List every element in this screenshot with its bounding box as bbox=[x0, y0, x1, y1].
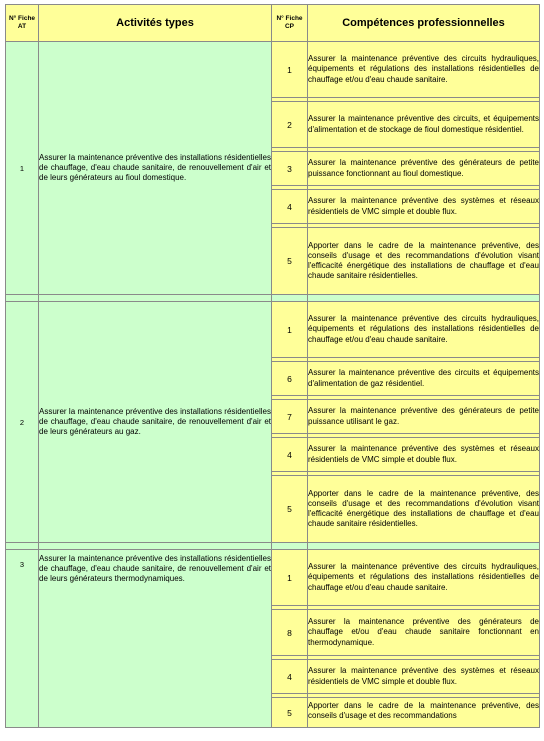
table-row bbox=[6, 302, 540, 358]
fiche-cp-number: 1 bbox=[272, 42, 308, 98]
activities-competences-table bbox=[5, 4, 540, 728]
fiche-cp-number: 4 bbox=[272, 438, 308, 472]
fiche-cp-number: 2 bbox=[272, 102, 308, 148]
competence-text: Assurer la maintenance préventive des circuits, et équipements d'alimentation et de stockage de fioul domestique résidentiel. bbox=[308, 102, 540, 148]
fiche-cp-number: 4 bbox=[272, 660, 308, 694]
fiche-at-number: 1 bbox=[6, 42, 39, 295]
fiche-cp-number: 5 bbox=[272, 228, 308, 295]
competence-text: Assurer la maintenance préventive des générateurs de petite puissance fonctionnant au fioul domestique. bbox=[308, 152, 540, 186]
header-activites: Activités types bbox=[39, 5, 272, 42]
competence-text: Apporter dans le cadre de la maintenance préventive, des conseils d'usage et des recommandations d'évolution visant l'efficacité énergétique des installations de chauffage et d'eau chaude sanitaire résidentielles. bbox=[308, 476, 540, 543]
competence-text: Assurer la maintenance préventive des circuits hydrauliques, équipements et régulations des installations résidentielles de chauffage et/ou d'eau chaude sanitaire. bbox=[308, 42, 540, 98]
competence-text: Assurer la maintenance préventive des systèmes et réseaux résidentiels de VMC simple et double flux. bbox=[308, 190, 540, 224]
fiche-cp-number: 5 bbox=[272, 476, 308, 543]
fiche-cp-number: 3 bbox=[272, 152, 308, 186]
table-row bbox=[6, 42, 540, 98]
competence-text: Assurer la maintenance préventive des circuits hydrauliques, équipements et régulations des installations résidentielles de chauffage et/ou d'eau chaude sanitaire. bbox=[308, 550, 540, 606]
header-fiche-at: N° Fiche AT bbox=[6, 5, 39, 42]
header-competences: Compétences professionnelles bbox=[308, 5, 540, 42]
group-separator bbox=[6, 295, 540, 302]
fiche-cp-number: 7 bbox=[272, 400, 308, 434]
fiche-cp-number: 6 bbox=[272, 362, 308, 396]
fiche-cp-number: 1 bbox=[272, 302, 308, 358]
fiche-at-number: 3 bbox=[6, 550, 39, 728]
competence-text: Assurer la maintenance préventive des systèmes et réseaux résidentiels de VMC simple et double flux. bbox=[308, 438, 540, 472]
competence-text: Assurer la maintenance préventive des systèmes et réseaux résidentiels de VMC simple et double flux. bbox=[308, 660, 540, 694]
fiche-cp-number: 1 bbox=[272, 550, 308, 606]
fiche-cp-number: 8 bbox=[272, 610, 308, 656]
competence-text: Assurer la maintenance préventive des générateurs de chauffage et/ou d'eau chaude sanitaire fonctionnant en thermodynamique. bbox=[308, 610, 540, 656]
table-row bbox=[6, 550, 540, 606]
activity-type: Assurer la maintenance préventive des installations résidentielles de chauffage, d'eau chaude sanitaire, de renouvellement d'air et de leurs générateurs au fioul domestique. bbox=[39, 42, 272, 295]
fiche-cp-number: 4 bbox=[272, 190, 308, 224]
header-fiche-cp: N° Fiche CP bbox=[272, 5, 308, 42]
fiche-at-number: 2 bbox=[6, 302, 39, 543]
competence-text: Assurer la maintenance préventive des générateurs de petite puissance utilisant le gaz. bbox=[308, 400, 540, 434]
competence-text: Assurer la maintenance préventive des circuits hydrauliques, équipements et régulations des installations résidentielles de chauffage et/ou d'eau chaude sanitaire. bbox=[308, 302, 540, 358]
activity-type: Assurer la maintenance préventive des installations résidentielles de chauffage, d'eau chaude sanitaire, de renouvellement d'air et de leurs générateurs thermodynamiques. bbox=[39, 550, 272, 728]
group-separator bbox=[6, 543, 540, 550]
fiche-cp-number: 5 bbox=[272, 698, 308, 728]
competence-text: Apporter dans le cadre de la maintenance préventive, des conseils d'usage et des recommandations bbox=[308, 698, 540, 728]
competence-text: Apporter dans le cadre de la maintenance préventive, des conseils d'usage et des recommandations d'évolution visant l'efficacité énergétique des installations de chauffage et d'eau chaude sanitaire résidentielles. bbox=[308, 228, 540, 295]
competence-text: Assurer la maintenance préventive des circuits et équipements d'alimentation de gaz résidentiel. bbox=[308, 362, 540, 396]
header-row bbox=[6, 5, 540, 42]
activity-type: Assurer la maintenance préventive des installations résidentielles de chauffage, d'eau chaude sanitaire, de renouvellement d'air et de leurs générateurs au gaz. bbox=[39, 302, 272, 543]
